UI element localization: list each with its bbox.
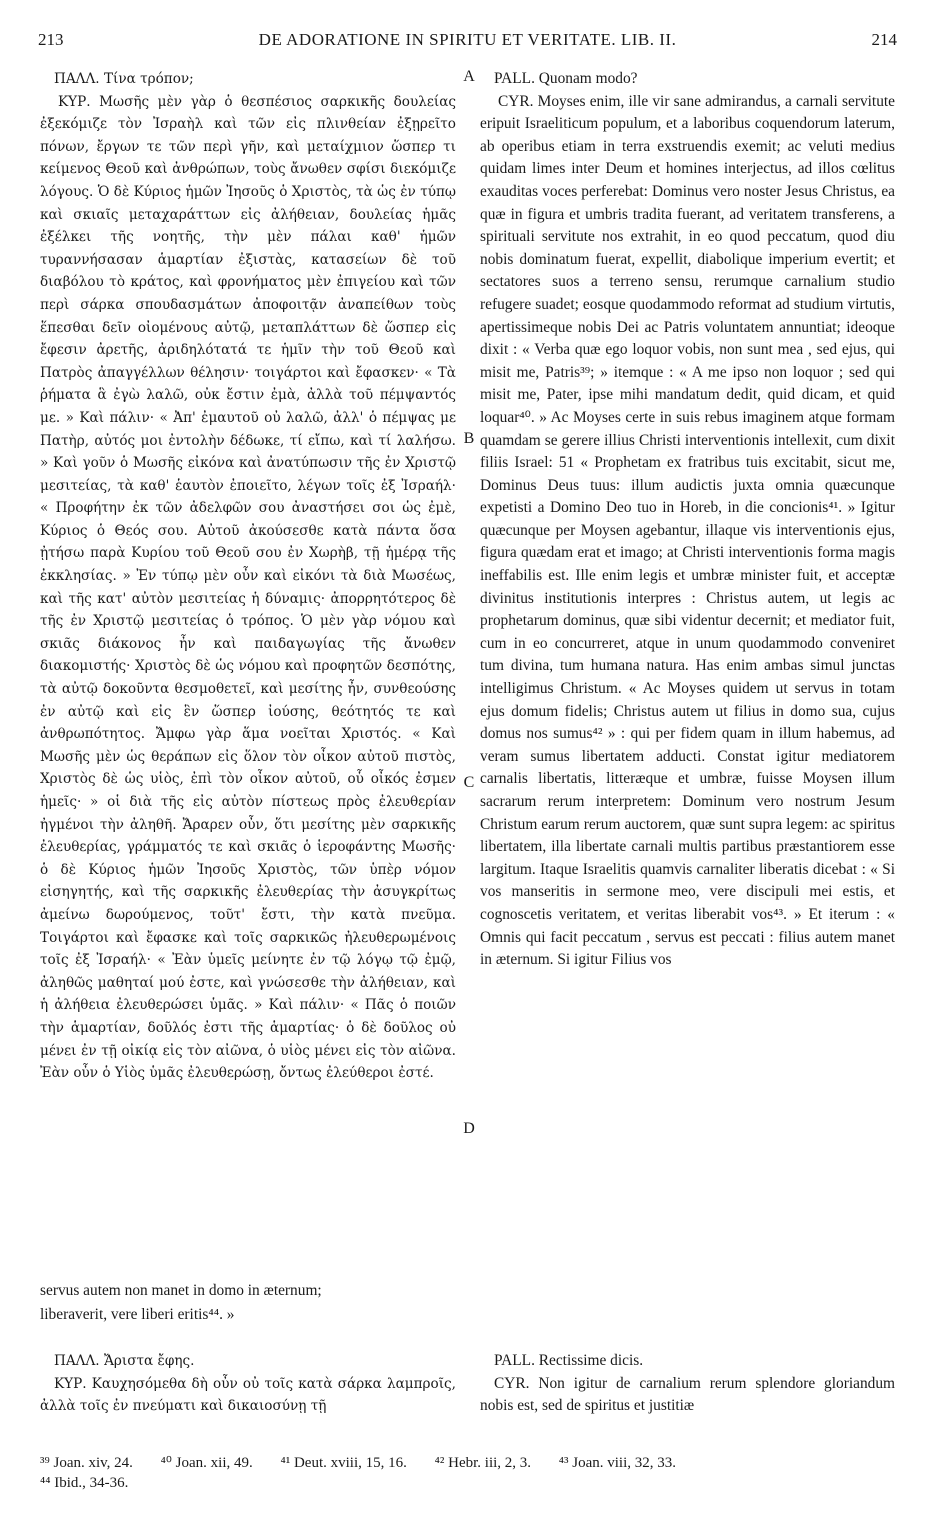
- latin-paragraph-1: PALL. Quonam modo?: [494, 70, 638, 87]
- footnote-row-1: [40, 1453, 896, 1473]
- greek-paragraph-1: ΠΑΛΛ. Τίνα τρόπον;: [54, 71, 194, 87]
- greek-bottom-paragraph-1: ΠΑΛΛ. Ἄριστα ἔφης.: [54, 1353, 195, 1369]
- greek-column: [40, 68, 456, 1308]
- latin-bottom-paragraph-1: PALL. Rectissime dicis.: [494, 1352, 644, 1369]
- margin-letter-d: D: [463, 1120, 475, 1137]
- greek-bottom-section: [40, 1350, 456, 1418]
- greek-paragraph-2: ΚΥΡ. Μωσῆς μὲν γὰρ ὁ θεσπέσιος σαρκικῆς δουλείας ἐξεκόμιζε τὸν Ἰσραὴλ καὶ τῶν εἰς πλινθείαν ἐξῃρεῖτο πόνων, ἔργων τε τῶν περὶ γῆν, καὶ μεταίχμιον ὥσπερ τι κείμενος Θεοῦ καὶ ἀνθρώπων, τοὺς ἄνωθεν σφίσι διεκόμιζε λόγους. Ὁ δὲ Κύριος ἡμῶν Ἰησοῦς ὁ Χριστὸς, τὰ ὡς ἐν τύπῳ καὶ σκιαῖς μεταχαράττων εἰς ἀλήθειαν, δουλείας ἡμᾶς ἐξέλκει τῆς νοητῆς, τὴν μὲν πάλαι καθ' ἡμῶν τυραννήσασαν ἁμαρτίαν ἐξιστὰς, κατασείων δὲ τοῦ διαβόλου τὸ κράτος, καὶ φρονήματος μὲν ἐπιγείου καὶ τῶν περὶ σάρκα σπουδασμάτων ἀποφοιτᾷν ἀναπείθων τοὺς ἕπεσθαι δεῖν οἰομένους αὐτῷ, μεταπλάττων δὲ ὥσπερ εἰς ἔφεσιν ἀρετῆς, ἀριδηλότατά τε ἡμῖν τὴν τοῦ Θεοῦ καὶ Πατρὸς ἀπαγγέλλων θέλησιν· τοιγάρτοι καὶ ἔφασκεν· « Τὰ ῥήματα ἃ ἐγὼ λαλῶ, οὐκ ἔστιν ἐμὰ, ἀλλὰ τοῦ πέμψαντός με. » Καὶ πάλιν· « Ἀπ' ἐμαυτοῦ οὐ λαλῶ, ἀλλ' ὁ πέμψας με Πατὴρ, αὐτός μοι ἐντολὴν δέδωκε, τί εἴπω, καὶ τί λαλήσω. » Καὶ γοῦν ὁ Μωσῆς εἰκόνα καὶ ἀνατύπωσιν τῆς ἐν Χριστῷ μεσιτείας, τὰ καθ' ἑαυτὸν ἐποιεῖτο, λέγων τοῖς ἐξ Ἰσραήλ· « Προφήτην ἐκ τῶν ἀδελφῶν σου ἀναστήσει σοι ὡς ἐμὲ, Κύριος ὁ Θεός σου. Αὐτοῦ ἀκούσεσθε κατὰ πάντα ὅσα ᾐτήσω παρὰ Κυρίου τοῦ Θεοῦ σου ἐν Χωρὴβ, τῇ ἡμέρᾳ τῆς ἐκκλησίας. » Ἐν τύπῳ μὲν οὖν καὶ εἰκόνι τὰ διὰ Μωσέως, καὶ τῆς κατ' αὐτὸν μεσιτείας ἡ δύναμις· ἀπορρητότερος δὲ τῆς ἐν Χριστῷ μεσιτείας ὁ τρόπος. Ὁ μὲν γὰρ νόμου καὶ σκιᾶς διάκονος ἦν καὶ παιδαγωγίας τῆς ἄνωθεν διακομιστής· Χριστὸς δὲ ὡς νόμου καὶ προφητῶν δεσπότης, τὰ αὐτῷ δοκοῦντα θεσμοθετεῖ, καὶ μεσίτης ἦν, συνθεούσης ἐν αὐτῷ καὶ εἰς ἓν ὥσπερ ἰούσης, θεότητός τε καὶ ἀνθρωπότητος. Ἄμφω γὰρ ἅμα νοεῖται Χριστός. « Καὶ Μωσῆς μὲν ὡς θεράπων εἰς ὅλον τὸν οἶκον αὐτοῦ πιστὸς, Χριστὸς δὲ ὡς υἱὸς, ἐπὶ τὸν οἶκον αὐτοῦ, οὗ οἶκός ἐσμεν ἡμεῖς· » οἱ διὰ τῆς εἰς αὐτὸν πίστεως πρὸς ἐλευθερίαν ἠγμένοι τὴν ἀληθῆ. Ἄραρεν οὖν, ὅτι μεσίτης μὲν σαρκικῆς ἐλευθερίας, γράμματός τε καὶ σκιᾶς ὁ ἱεροφάντης Μωσῆς· ὁ δὲ Κύριος ἡμῶν Ἰησοῦς Χριστὸς, τῶν ὑπὲρ νόμον εἰσηγητής, καὶ τῆς σαρκικῆς ἐλευθερίας τὴν ἀσυγκρίτως ἀμείνω δωρούμενος, τοῦτ' ἔστι, τὴν κατὰ πνεῦμα. Τοιγάρτοι καὶ ἔφασκε καὶ τοῖς σαρκικῶς ἠλευθερωμένοις τοῖς ἐξ Ἰσραήλ· « Ἐὰν ὑμεῖς μείνητε ἐν τῷ λόγῳ τῷ ἐμῷ, ἀληθῶς μαθηταί μού ἐστε, καὶ γνώσεσθε τὴν ἀλήθειαν, καὶ ἡ ἀλήθεια ἐλευθερώσει ὑμᾶς. » Καὶ πάλιν· « Πᾶς ὁ ποιῶν τὴν ἁμαρτίαν, δοῦλός ἐστι τῆς ἁμαρτίας· ὁ δὲ δοῦλος οὐ μένει ἐν τῇ οἰκίᾳ εἰς τὸν αἰῶνα, ὁ υἱὸς μένει εἰς τὸν αἰῶνα. Ἐὰν οὖν ὁ Υἱὸς ὑμᾶς ἐλευθερώσῃ, ὄντως ἐλεύθεροι ἐστέ.: [40, 93, 456, 1082]
- running-header: [38, 30, 897, 58]
- margin-letter-c: C: [463, 774, 475, 791]
- margin-letter-b: B: [463, 430, 475, 447]
- footnote-40: ⁴⁰ Joan. xii, 49.: [160, 1455, 253, 1471]
- latin-bottom-section: [480, 1350, 895, 1418]
- footnote-44: ⁴⁴ Ibid., 34-36.: [40, 1475, 129, 1491]
- page-number-left: 213: [38, 30, 64, 49]
- margin-letters: [458, 68, 480, 1168]
- running-title: DE ADORATIONE IN SPIRITU ET VERITATE. LIB. II.: [258, 30, 677, 49]
- footnotes: [40, 1453, 896, 1493]
- latin-column: [480, 68, 895, 1308]
- page-number-right: 214: [871, 30, 897, 49]
- footnote-39: ³⁹ Joan. xiv, 24.: [40, 1455, 133, 1471]
- greek-bottom-paragraph-2: ΚΥΡ. Καυχησόμεθα δὴ οὖν οὐ τοῖς κατὰ σάρκα λαμπροῖς, ἀλλὰ τοῖς ἐν πνεύματι καὶ δικαιοσύνῃ τῇ: [40, 1375, 456, 1415]
- footnote-42: ⁴² Hebr. iii, 2, 3.: [434, 1455, 532, 1471]
- footnote-row-2: [40, 1473, 896, 1493]
- latin-bottom-paragraph-2: CYR. Non igitur de carnalium rerum splendore gloriandum nobis est, sed de spiritus et justitiæ: [480, 1374, 895, 1415]
- runon-line-2: liberaverit, vere liberi eritis⁴⁴. »: [40, 1306, 235, 1323]
- runon-line-1: servus autem non manet in domo in æternum;: [40, 1282, 322, 1299]
- footnote-41: ⁴¹ Deut. xviii, 15, 16.: [280, 1455, 407, 1471]
- latin-paragraph-2: CYR. Moyses enim, ille vir sane admirandus, a carnali servitute eripuit Israeliticum populum, et a laboribus coquendorum laterum, ab operibus etiam in terra exstruendis exemit; ac veluti medius quidam limes inter Deum et homines interjectus, ad illos cœlitus exauditas voces perferebat: Dominus vero noster Jesus Christus, ea quæ in figura et umbris tradita fuerant, ad veritatem transferens, a spirituali servitute nos extrahit, in eo quod peccatum, quod diu nobis dominatum fuerat, expellit, diabolique imperium evertit; et sectatores suos a terreno sensu, rerumque carnalium studio refugere suadet; eosque quodammodo reformat ad studium virtutis, apertissimeque nobis Dei ac Patris voluntatem annuntiat; ideoque dixit : « Verba quæ ego loquor vobis, non sunt mea , sed ejus, qui misit me, Patris³⁹; » itemque : « A me ipso non loquor ; sed qui misit me, Pater, ipse mihi mandatum dedit, quid dicam, et quid loquar⁴⁰. » Ac Moyses certe in suis rebus imaginem atque formam quamdam se gerere illius Christi interventionis intellexit, cum dixit filiis Israel: 51 « Prophetam ex fratribus tuis excitabit, sicut me, Dominus Deus tuus: illum audictis juxta omnia quæcunque expetisti a Domino Deo tuo in Horeb, in die concionis⁴¹. » Igitur quæcunque per Moysen agebantur, illaque vis interventionis ejus, figura quædam erat et imago; at Christi interventionis forma magis ineffabilis est. Ille enim legis et umbræ minister fuit, et acceptæ divinitus institutionis interpres : Christus autem, ut legis ac prophetarum dominus, quæ sibi videntur decernit; et mediator fuit, cum in eo concurreret, atque in unum quodammodo conveniret tum divina, tum humana natura. Has enim ambas simul junctas intelligimus Christum. « Ac Moyses quidem ut servus in totam ejus domum fidelis; Christus autem ut filius in domo sua, cujus domus nos sumus⁴² » : qui per fidem quam in illum habemus, ad veram sumus libertatem adducti. Constat igitur mediatorem carnalis libertatis, litteræque et umbræ, fuisse Moysen illum sacrarum rerum interpretem: Dominum vero nostrum Jesum Christum earum rerum auctorem, quæ sunt supra legem: ac spiritus libertatem, illa libertate carnali multis partibus præstantiorem esse largitum. Itaque Israelitis quamvis carnaliter liberatis dicebat : « Si vos manseritis in sermone meo, vere discipuli mei estis, et cognoscetis veritatem, et veritas liberabit vos⁴³. » Et iterum : « Omnis qui facit peccatum , servus est peccati : filius autem manet in æternum. Si igitur Filius vos: [480, 92, 895, 969]
- margin-letter-a: A: [463, 68, 475, 85]
- footnote-43: ⁴³ Joan. viii, 32, 33.: [558, 1455, 677, 1471]
